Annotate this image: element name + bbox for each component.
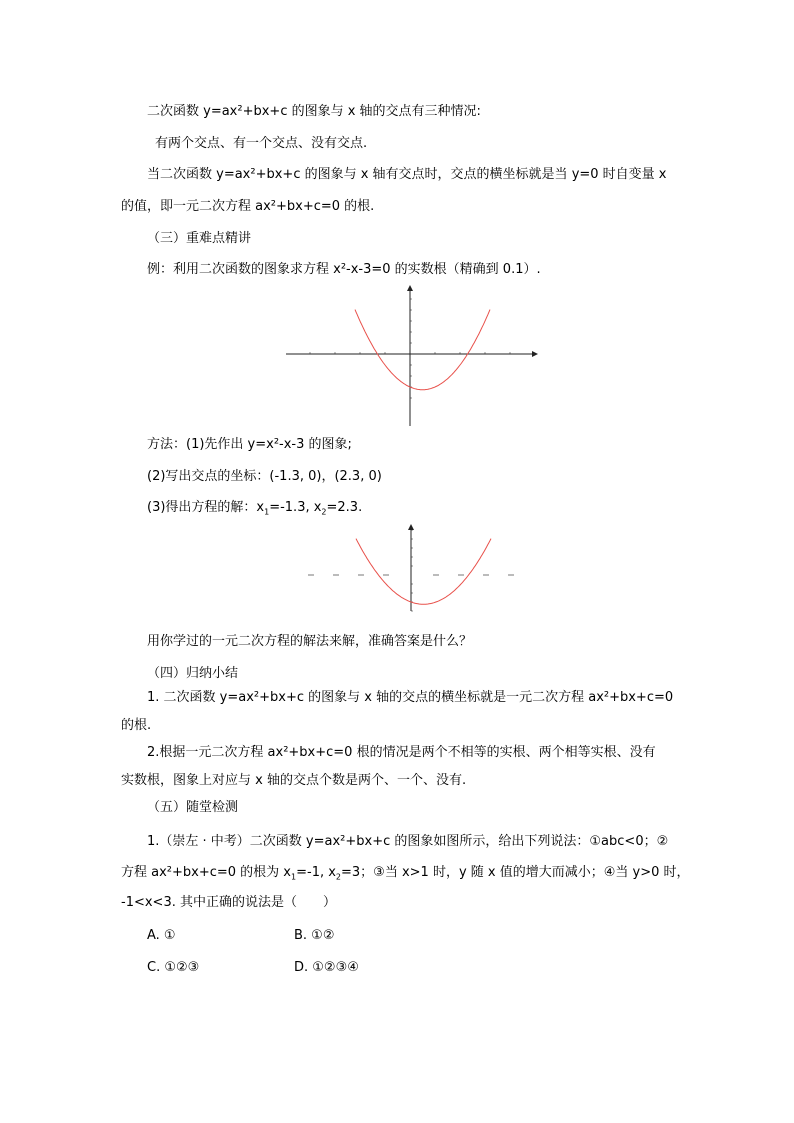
quiz-q1-line-2-prefix: 方程 ax²+bx+c=0 的根为 x [121, 865, 292, 880]
example-text: 例：利用二次函数的图象求方程 x²-x-3=0 的实数根（精确到 0.1）. [147, 262, 541, 277]
method-step-3-suffix: =2.3. [326, 500, 363, 515]
method-step-3-mid: =-1.3, x [269, 500, 322, 515]
method-step-3 [147, 500, 362, 521]
intro-line-2: 有两个交点、有一个交点、没有交点. [155, 136, 368, 151]
option-d: D. ①②③④ [294, 960, 359, 975]
method-step-3-sub1: 1 [264, 507, 270, 517]
quiz-q1-line-2-mid: =-1, x [296, 865, 336, 880]
method-step-2: (2)写出交点的坐标：(-1.3, 0)，(2.3, 0) [147, 469, 382, 484]
graph2-y-arrow [408, 524, 414, 530]
quiz-q1-line-1: 1.（崇左 · 中考）二次函数 y=ax²+bx+c 的图象如图所示，给出下列说法：①abc<0；② [147, 834, 669, 849]
quiz-q1-line-3: -1<x<3. 其中正确的说法是（ ） [121, 895, 336, 910]
method-step-3-sub2: 2 [321, 507, 327, 517]
method-step-1: 方法：(1)先作出 y=x²-x-3 的图象; [147, 437, 352, 452]
intro-line-4: 的值，即一元二次方程 ax²+bx+c=0 的根. [121, 199, 375, 214]
graph2-curve [356, 539, 491, 605]
option-a: A. ① [147, 928, 176, 943]
quiz-q1-line-2 [121, 865, 690, 886]
parabola-graph-2 [308, 523, 538, 613]
graph1-y-arrow [407, 285, 413, 291]
summary-item-2-line-2: 实数根，图象上对应与 x 轴的交点个数是两个、一个、没有. [121, 773, 467, 788]
intro-line-1: 二次函数 y=ax²+bx+c 的图象与 x 轴的交点有三种情况: [147, 104, 481, 119]
quiz-q1-line-2-sub2: 2 [335, 872, 342, 882]
summary-item-2-line-1: 2.根据一元二次方程 ax²+bx+c=0 根的情况是两个不相等的实根、两个相等实根、没有 [147, 745, 656, 760]
summary-item-1-line-1: 1. 二次函数 y=ax²+bx+c 的图象与 x 轴的交点的横坐标就是一元二次方程 ax²+bx+c=0 [147, 690, 674, 705]
question-text: 用你学过的一元二次方程的解法来解，准确答案是什么？ [147, 634, 473, 649]
quiz-q1-line-2-suffix: =3；③当 x>1 时，y 随 x 值的增大而减小；④当 y>0 时， [341, 865, 690, 880]
section4-heading: （四）归纳小结 [147, 666, 239, 681]
option-c: C. ①②③ [147, 960, 200, 975]
parabola-graph-1 [284, 284, 544, 429]
option-b: B. ①② [294, 928, 335, 943]
graph1-curve [355, 310, 490, 390]
graph1-x-arrow [532, 351, 538, 357]
intro-line-3: 当二次函数 y=ax²+bx+c 的图象与 x 轴有交点时，交点的横坐标就是当 y=0 时自变量 x [147, 167, 667, 182]
quiz-q1-line-2-sub1: 1 [291, 872, 297, 882]
method-step-3-prefix: (3)得出方程的解：x [147, 500, 265, 515]
section3-heading: （三）重难点精讲 [147, 231, 252, 246]
section5-heading: （五）随堂检测 [147, 800, 239, 815]
summary-item-1-line-2: 的根. [121, 718, 152, 733]
